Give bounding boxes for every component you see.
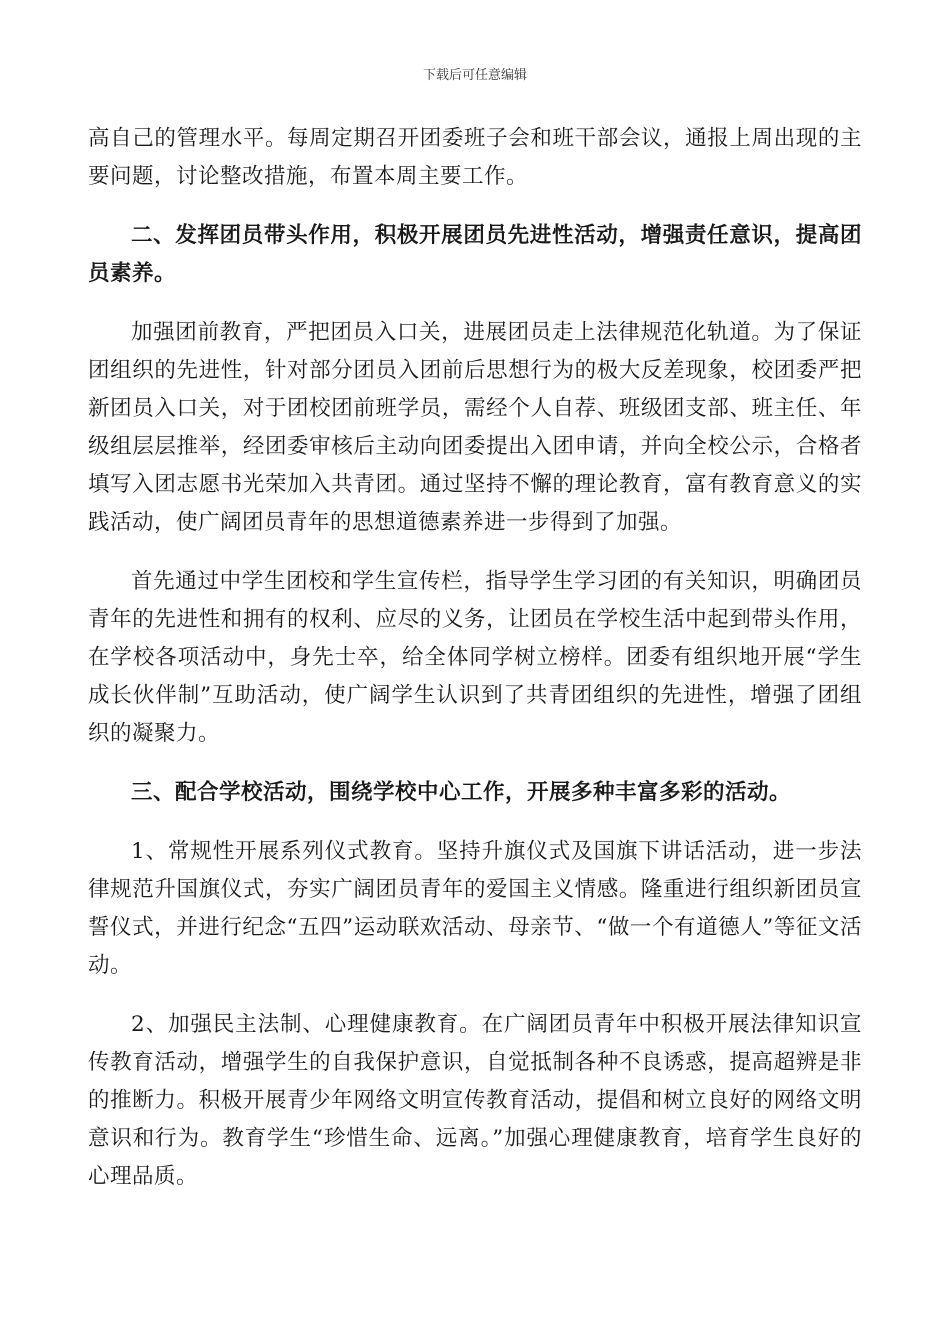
paragraph-continuation: 高自己的管理水平。每周定期召开团委班子会和班干部会议，通报上周出现的主要问题，讨论整改措施，布置本周主要工作。	[88, 126, 862, 189]
paragraph-legal-mental-health: 2、加强民主法制、心理健康教育。在广阔团员青年中积极开展法律知识宣传教育活动，增强学生的自我保护意识，自觉抵制各种不良诱惑，提高超辨是非的推断力。积极开展青少年网络文明宣传教育活动，提倡和树立良好的网络文明意识和行为。教育学生“珍惜生命、远离。”加强心理健康教育，培育学生良好的心理品质。	[88, 1012, 862, 1189]
document-body	[88, 120, 862, 1196]
paragraph-role-model: 首先通过中学生团校和学生宣传栏，指导学生学习团的有关知识，明确团员青年的先进性和拥有的权利、应尽的义务，让团员在学校生活中起到带头作用，在学校各项活动中，身先士卒，给全体同学树立榜样。团委有组织地开展“学生成长伙伴制”互助活动，使广阔学生认识到了共青团组织的先进性，增强了团组织的凝聚力。	[88, 569, 862, 746]
section-heading-3: 三、配合学校活动，围绕学校中心工作，开展多种丰富多彩的活动。	[131, 780, 792, 805]
section-heading-2: 二、发挥团员带头作用，积极开展团员先进性活动，增强责任意识，提高团员素养。	[88, 223, 862, 286]
paragraph-pre-join-education: 加强团前教育，严把团员入口关，进展团员走上法律规范化轨道。为了保证团组织的先进性，针对部分团员入团前后思想行为的极大反差现象，校团委严把新团员入口关，对于团校团前班学员，需经个人自荐、班级团支部、班主任、年级组层层推举，经团委审核后主动向团委提出入团申请，并向全校公示，合格者填写入团志愿书光荣加入共青团。通过坚持不懈的理论教育，富有教育意义的实践活动，使广阔团员青年的思想道德素养进一步得到了加强。	[88, 320, 862, 535]
paragraph-ceremony-education: 1、常规性开展系列仪式教育。坚持升旗仪式及国旗下讲话活动，进一步法律规范升国旗仪式，夯实广阔团员青年的爱国主义情感。隆重进行组织新团员宣誓仪式，并进行纪念“五四”运动联欢活动、母亲节、“做一个有道德人”等征文活动。	[88, 839, 862, 978]
page-header: 下载后可任意编辑	[422, 68, 527, 83]
